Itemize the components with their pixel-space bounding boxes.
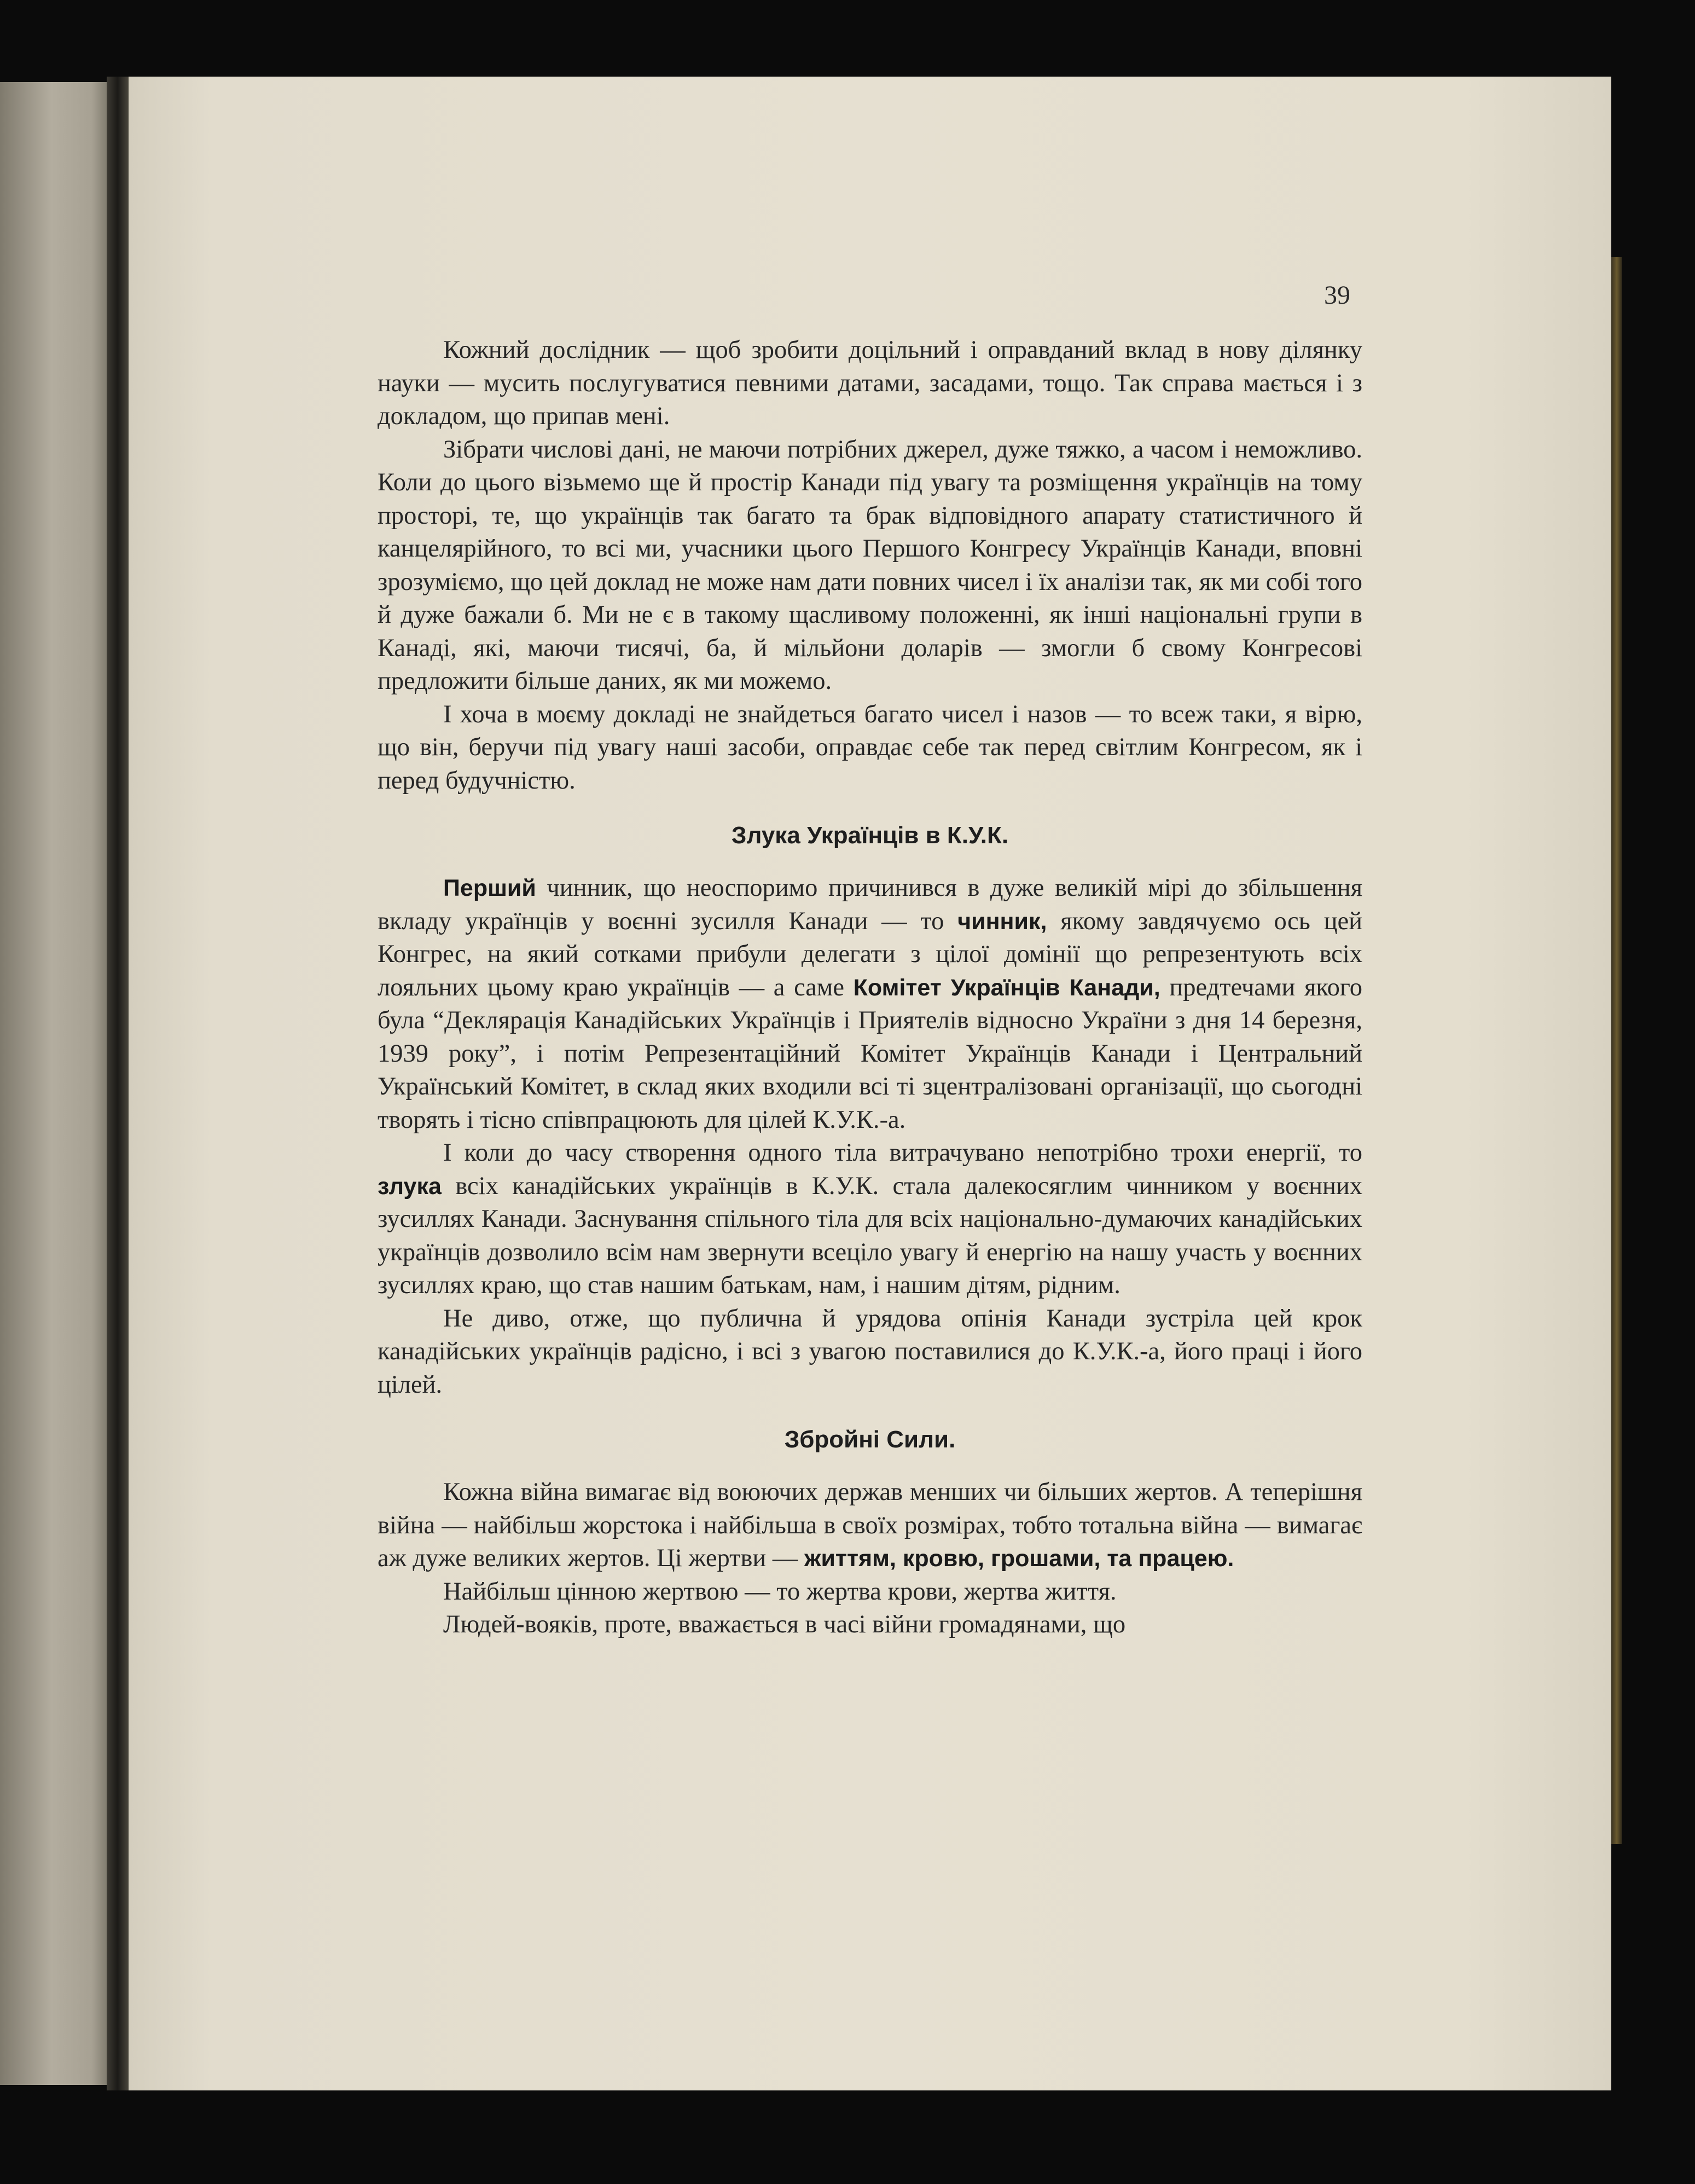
page-body <box>378 334 1362 1642</box>
paragraph-text: І коли до часу створення одного тіла витрачувано непотрібно трохи енергії, то <box>443 1139 1362 1167</box>
bold-text: Перший <box>443 875 536 901</box>
paragraph: Людей-вояків, проте, вважається в часі війни громадянами, що <box>443 1611 1126 1638</box>
bold-text: життям, кровю, грошами, та працею. <box>804 1545 1234 1572</box>
page-edge-shadow <box>1611 257 1622 1844</box>
paragraph: І хоча в моєму докладі не знайдеться багато чисел і назов — то всеж таки, я вірю, що він, беручи під увагу наші засоби, оправдає себе так перед світлим Конгресом, як і перед будучністю. <box>378 700 1362 795</box>
paragraph <box>378 872 1362 1137</box>
page-number: 39 <box>1324 281 1350 310</box>
paragraph <box>378 1476 1362 1575</box>
paragraph: Зібрати числові дані, не маючи потрібних джерел, дуже тяжко, а часом і неможливо. Коли до цього візьмемо ще й простір Канади під увагу та розміщення українців на тому просторі, те, що українців так багато та брак відповідного апарату статистичного й канцелярійного, то всі ми, учасники цього Першого Конгресу Українців Канади, вповні зрозуміємо, що цей доклад не може нам дати повних чисел і їх аналізи так, як ми собі того й дуже бажали б. Ми не є в такому щасливому положенні, як інші національні групи в Канаді, які, маючи тисячі, ба, й мільйони доларів — змогли б свому Конгресові предложити більше даних, як ми можемо. <box>378 435 1362 695</box>
paragraph-text: предтечами якого була “Деклярація Канадійських Українців і Приятелів відносно України з дня 14 березня, 1939 року”, і потім Репрезентаційний Комітет Українців Канади і Центральний Український Комітет, в склад яких входили всі ті зцентралізовані організації, що сьогодні творять і тісно співпрацюють для цілей К.У.К.-а. <box>378 973 1362 1134</box>
paragraph <box>378 1137 1362 1302</box>
bold-text: злука <box>378 1173 442 1200</box>
paragraph-text: Кожна війна вимагає від воюючих держав менших чи більших жертов. А теперішня війна — найбільш жорстока і найбільша в своїх розмірах, тобто тотальна війна — вимагає аж дуже великих жертов. Ці жертви — <box>378 1478 1362 1572</box>
paragraph: Кожний дослідник — щоб зробити доцільний і оправданий вклад в нову ділянку науки — мусить послугуватися певними датами, засадами, тощо. Так справа мається і з докладом, що припав мені. <box>378 336 1362 430</box>
book-gutter <box>107 77 129 2090</box>
bold-text: Комітет Українців Канади, <box>853 974 1160 1001</box>
bold-text: чинник, <box>957 908 1047 935</box>
paragraph-text: чинник, що неоспоримо причинився в дуже великій мірі до збільшення вкладу українців у воєнні зусилля Канади — то <box>378 874 1362 935</box>
paragraph-text: якому завдячуємо ось цей Конгрес, на який сотками прибули делегати з цілої домінії що репрезентують всіх лояльних цьому краю українців — а саме <box>378 907 1362 1001</box>
paragraph: Найбільш цінною жертвою — то жертва крови, жертва життя. <box>443 1577 1117 1606</box>
paragraph-text: всіх канадійських українців в К.У.К. стала далекосяглим чинником у воєнних зусиллях Канади. Заснування спільного тіла для всіх національно-думаючих канадійських українців дозволило всім нам звернути всеціло увагу й енергію на нашу участь у воєнних зусиллях краю, що став нашим батькам, нам, і нашим дітям, рідним. <box>378 1172 1362 1299</box>
section-heading: Збройні Сили. <box>784 1426 956 1453</box>
left-page-edge <box>0 82 115 2085</box>
paragraph: Не диво, отже, що публична й урядова опінія Канади зустріла цей крок канадійських українців радісно, і всі з увагою поставилися до К.У.К.-а, його праці і його цілей. <box>378 1304 1362 1399</box>
section-heading: Злука Українців в К.У.К. <box>731 822 1009 849</box>
